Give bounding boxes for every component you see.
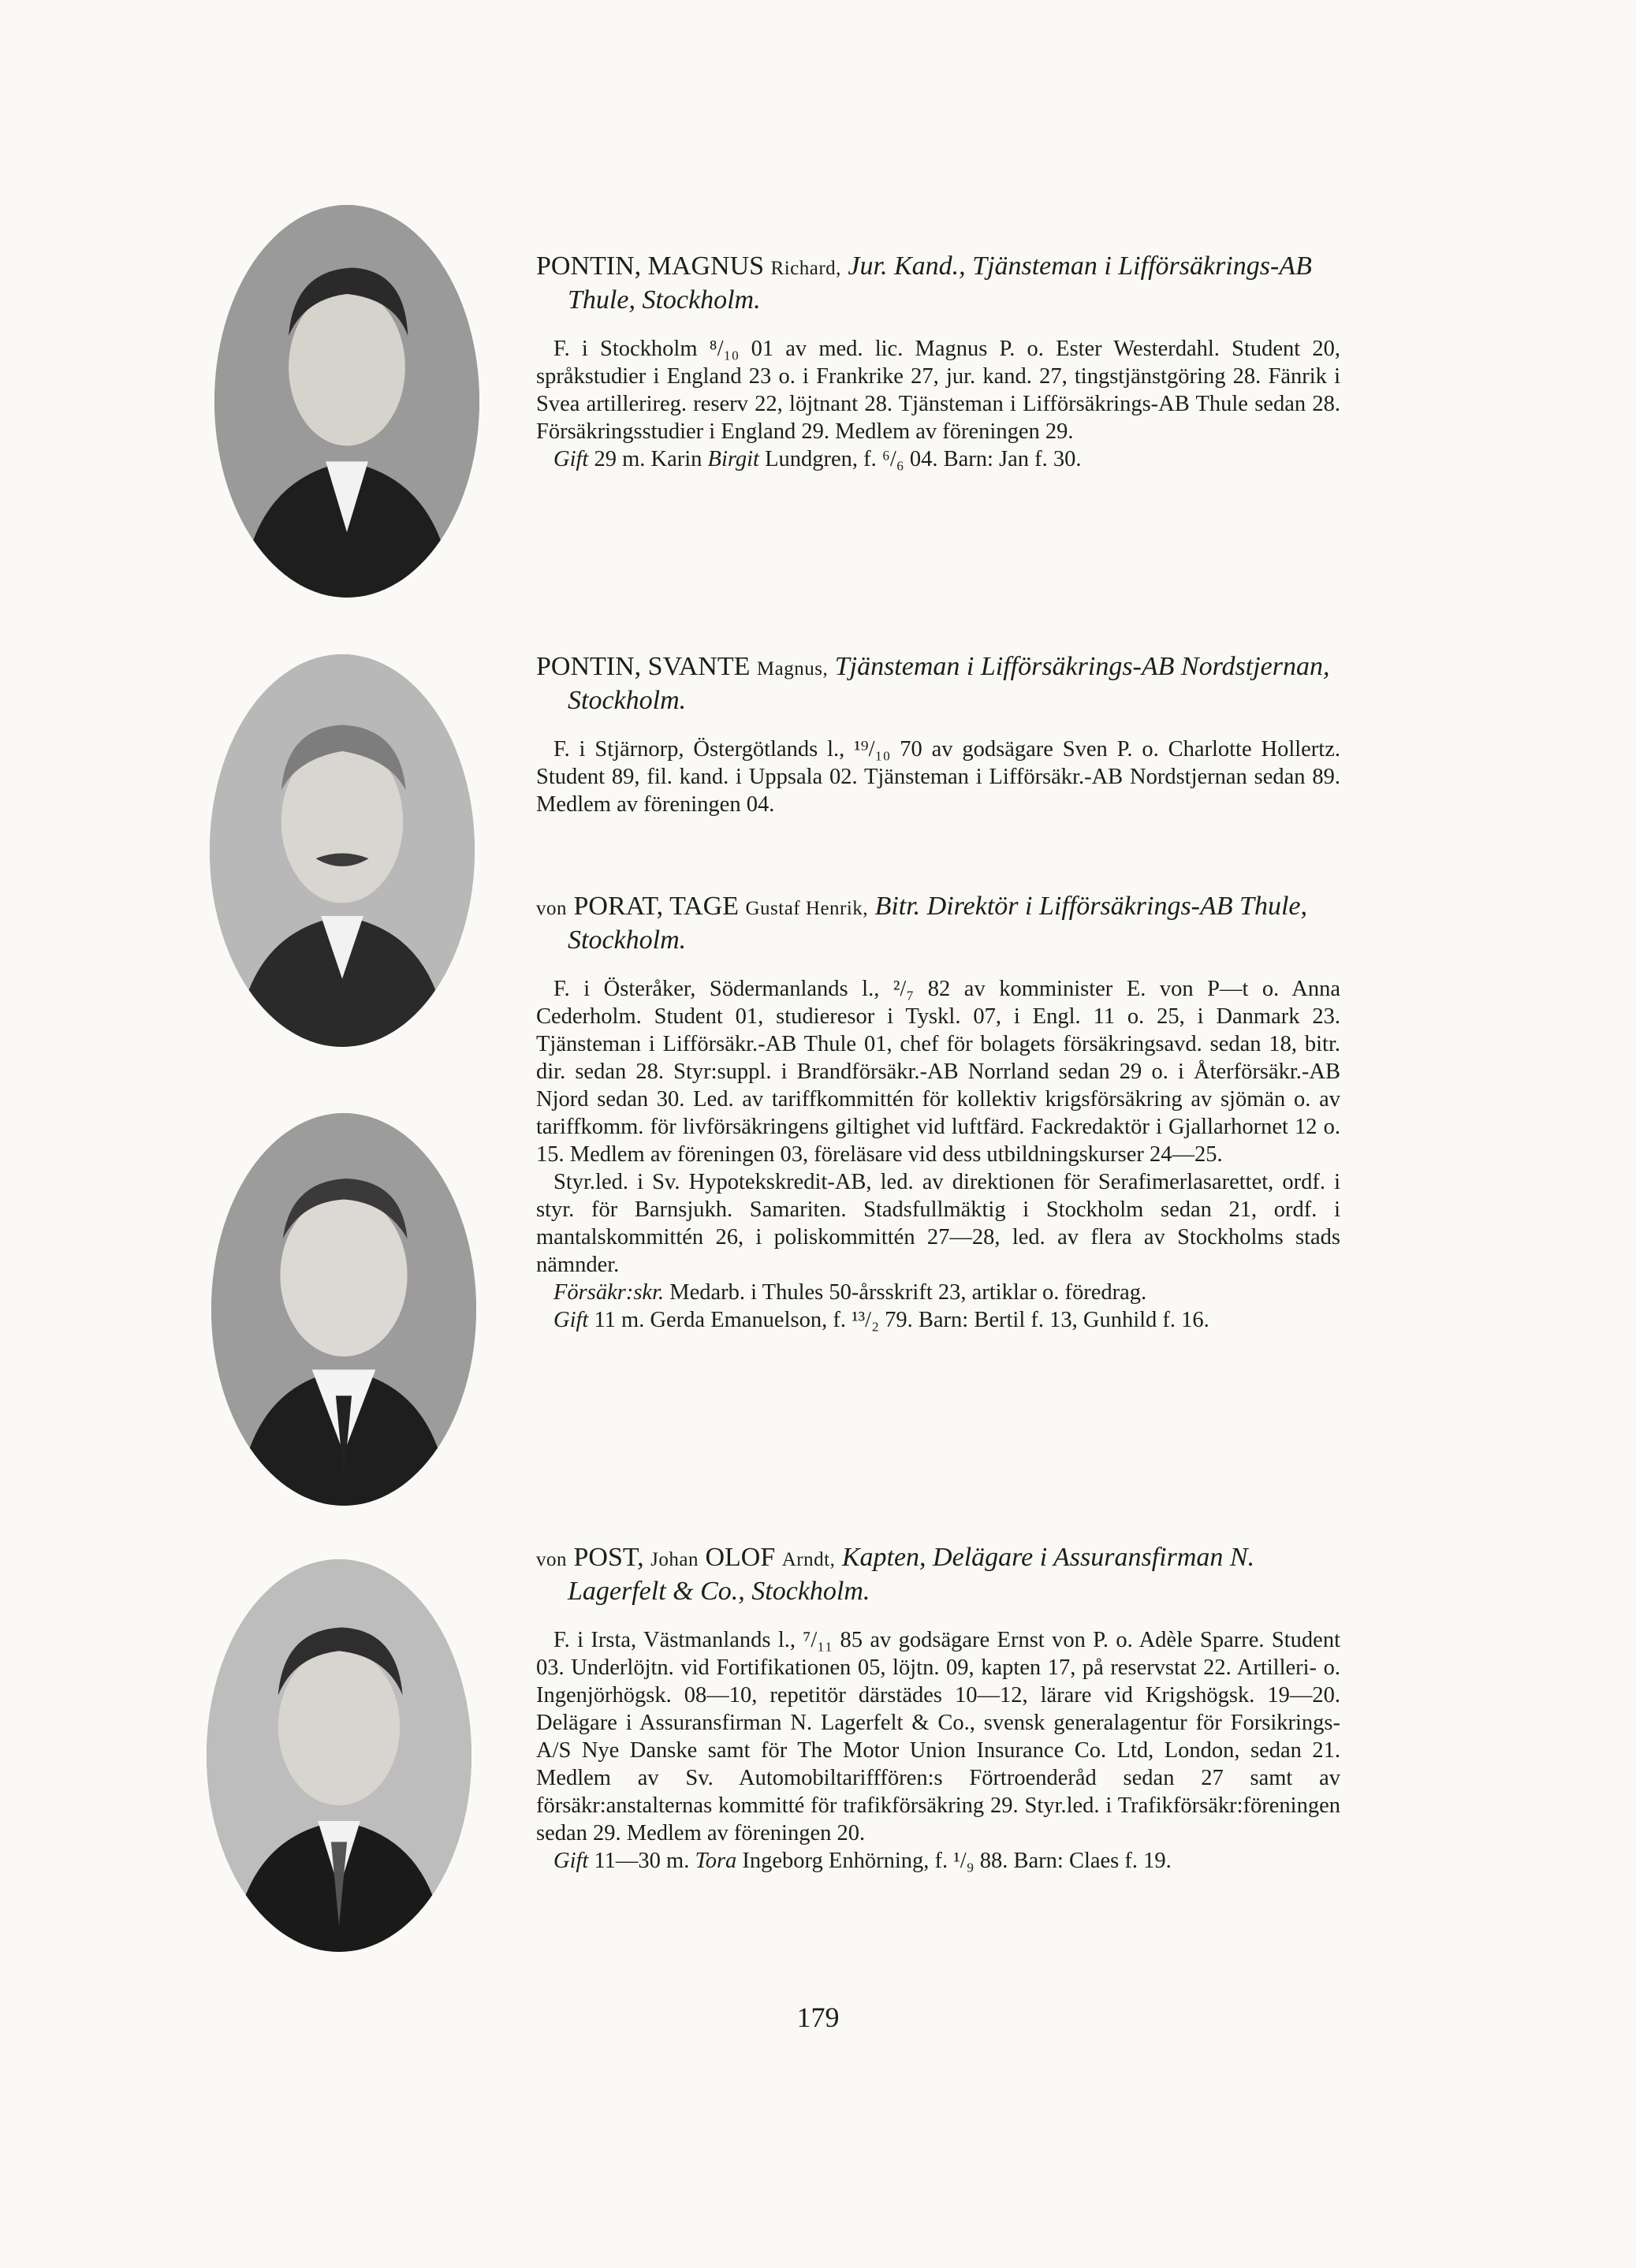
family-text: 11—30 m. (594, 1849, 690, 1873)
given-name: SVANTE (647, 652, 751, 681)
entry-body: F. i Stockholm ⁸/₁₀ 01 av med. lic. Magnus P. o. Ester Westerdahl. Student 20, språkstudier i England 23 o. i Frankrike 27, jur. kand. 27, tingstjänstgöring 28. Fänrik i Svea artillerireg. reserv 22, löjtnant 28. Tjänsteman i Lifförsäkrings-AB Thule sedan 28. Försäkringsstudier i England 29. Medlem av föreningen 29. (536, 337, 1340, 444)
given-name: MAGNUS (647, 251, 765, 281)
entry-pontin-magnus (536, 251, 1340, 473)
family-text-end: Ingeborg Enhörning, f. ¹/₉ 88. Barn: Claes f. 19. (742, 1849, 1172, 1873)
entry-title: Tjänsteman i Lifförsäkrings-AB Nordstjernan, Stockholm. (568, 652, 1330, 715)
entry-heading (536, 251, 1340, 316)
surname: POST, (573, 1543, 644, 1572)
entry-body: F. i Stjärnorp, Östergötlands l., ¹⁹/₁₀ 70 av godsägare Sven P. o. Charlotte Hollertz. Student 89, fil. kand. i Uppsala 02. Tjänsteman i Lifförsäkr.-AB Nordstjernan sedan 89. Medlem av föreningen 04. (536, 737, 1340, 817)
name-prefix: von (536, 898, 567, 919)
family-name-italic: Birgit (707, 447, 759, 471)
entry-body-2: Styr.led. i Sv. Hypotekskredit-AB, led. av direktionen för Serafimerlasarettet, ordf. i styr. för Barnsjukh. Samariten. Stadsfullmäktig i Stockholm sedan 21, ordf. i mantalskommittén 26, i poliskommittén 27—28, led. av flera av Stockholms stads nämnder. (536, 1170, 1340, 1277)
family-label: Gift (553, 447, 589, 471)
given-name: OLOF (705, 1543, 776, 1572)
entry-body: F. i Irsta, Västmanlands l., ⁷/₁₁ 85 av godsägare Ernst von P. o. Adèle Sparre. Student 03. Underlöjtn. vid Fortifikationen 05, löjtn. 09, kapten 17, på reservstat 22. Artilleri- o. Ingenjörhögsk. 08—10, repetitör därstädes 10—12, lärare vid Krigshögsk. 19—20. Delägare i Assuransfirman N. Lagerfelt & Co., svensk generalagentur för Forsikrings-A/S Nye Danske samt för The Motor Union Insurance Co. Ltd, London, sedan 21. Medlem av Sv. Automobiltarifffören:s Förtroenderåd sedan 27 samt av försäkr:anstalternas kommitté för trafikförsäkring 29. Styr.led. i Trafikförsäkr:föreningen sedan 29. Medlem av föreningen 20. (536, 1628, 1340, 1845)
surname: PORAT, (573, 892, 664, 921)
portrait-pontin-magnus (214, 205, 479, 598)
entry-post-olof (536, 1542, 1340, 1875)
family-text: 29 m. Karin (594, 447, 702, 471)
entry-pontin-svante (536, 651, 1340, 818)
family-text-end: Lundgren, f. ⁶/₆ 04. Barn: Jan f. 30. (765, 447, 1082, 471)
page-number: 179 (796, 2002, 840, 2033)
entry-title: Bitr. Direktör i Lifförsäkrings-AB Thule, Stockholm. (568, 892, 1307, 955)
works-text: Medarb. i Thules 50-årsskrift 23, artiklar o. föredrag. (669, 1280, 1147, 1305)
given-name-small-caps: Magnus, (756, 658, 829, 680)
given-name-small-caps: Arndt, (781, 1549, 836, 1570)
entry-body: F. i Österåker, Södermanlands l., ²/₇ 82 av komminister E. von P—t o. Anna Cederholm. Student 01, studieresor i Tyskl. 07, i Engl. 11 o. 25, i Danmark 23. Tjänsteman i Lifförsäkr.-AB Thule 01, chef för bolagets försäkringsavd. sedan 18, bitr. dir. sedan 28. Styr:suppl. i Brandförsäkr.-AB Norrland sedan 29 o. i Återförsäkr.-AB Njord sedan 30. Led. av tariffkommittén för kollektiv krigsförsäkring av sjömän o. av tariffkomm. för livförsäkringens giltighet vid luftfärd. Fackredaktör i Gjallarhornet 12 o. 15. Medlem av föreningen 03, föreläsare vid dess utbildningskurser 24—25. (536, 977, 1340, 1167)
family-line (536, 445, 1340, 473)
entry-porat-tage (536, 891, 1340, 1334)
given-name-small-caps-first: Johan (650, 1549, 699, 1570)
entry-heading (536, 1542, 1340, 1607)
entry-heading (536, 891, 1340, 956)
name-prefix: von (536, 1549, 567, 1570)
given-name: TAGE (669, 892, 739, 921)
family-label: Gift (553, 1308, 589, 1332)
portrait-post-olof (207, 1559, 471, 1952)
given-name-small-caps: Richard, (770, 258, 841, 279)
family-label: Gift (553, 1849, 589, 1873)
family-line (536, 1847, 1340, 1875)
family-name-italic: Tora (695, 1849, 737, 1873)
entry-title: Jur. Kand., Tjänsteman i Lifförsäkrings-AB Thule, Stockholm. (568, 251, 1312, 315)
family-line (536, 1306, 1340, 1334)
family-text-end: 11 m. Gerda Emanuelson, f. ¹³/₂ 79. Barn: Bertil f. 13, Gunhild f. 16. (594, 1308, 1209, 1332)
entry-heading (536, 651, 1340, 717)
portrait-pontin-svante (210, 654, 475, 1047)
given-name-small-caps: Gustaf Henrik, (745, 898, 869, 919)
entry-title: Kapten, Delägare i Assuransfirman N. Lagerfelt & Co., Stockholm. (568, 1543, 1255, 1606)
surname: PONTIN, (536, 652, 642, 681)
portrait-porat-tage (211, 1113, 476, 1506)
surname: PONTIN, (536, 251, 642, 281)
works-line (536, 1279, 1340, 1306)
works-label: Försäkr:skr. (553, 1280, 665, 1305)
